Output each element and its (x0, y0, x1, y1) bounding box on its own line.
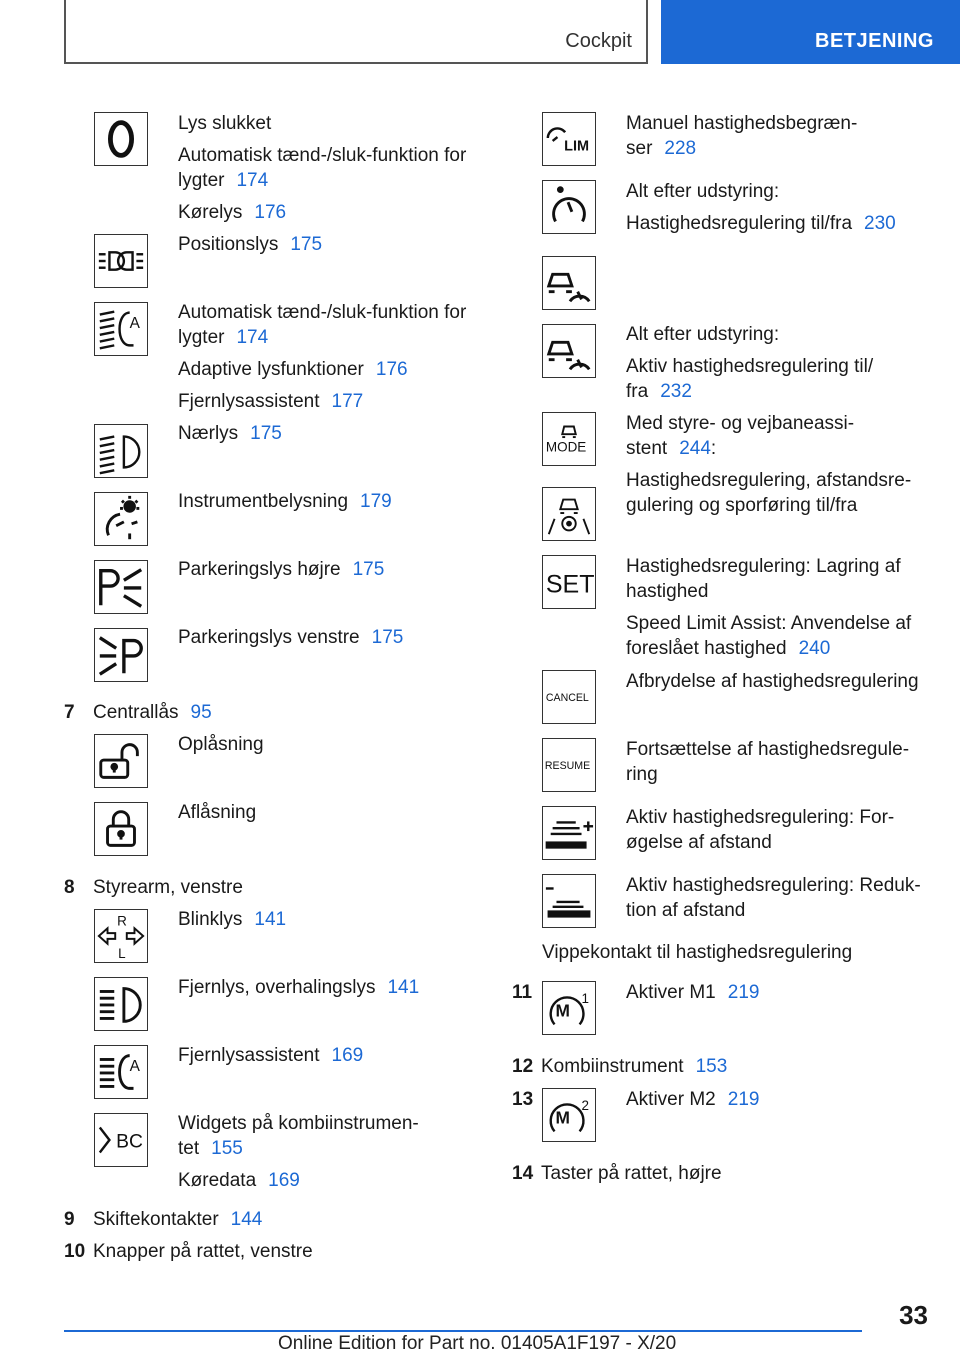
svg-text:R: R (117, 913, 127, 929)
text-set-speed-1: Hastighedsregulering: Lagring af (626, 556, 901, 577)
text-left-stalk: Styrearm, venstre (93, 877, 243, 898)
page-number: 33 (899, 1300, 928, 1330)
svg-text:SET: SET (545, 570, 595, 599)
light-off-icon (94, 112, 148, 166)
text-activate-m1: Aktiver M1 219 (626, 982, 760, 1003)
text-auto-light-4: lygter 174 (178, 327, 269, 348)
text-speed-limit-assist-1: Speed Limit Assist: Anvendelse af (626, 613, 912, 634)
text-steering-assist-2: stent 244: (626, 438, 717, 459)
text-distance-decrease-2: tion af afstand (626, 900, 746, 921)
text-central-locking: Centrallås 95 (93, 702, 212, 723)
text-shift-paddles: Skiftekontakter 144 (93, 1209, 263, 1230)
low-beam-icon (94, 424, 148, 478)
header-chapter-title: BETJENING (815, 30, 934, 52)
page-ref[interactable]: 244 (679, 438, 711, 459)
text-distance-increase-2: øgelse af afstand (626, 832, 772, 853)
text-cruise-control: Hastighedsregulering til/fra 230 (626, 213, 896, 234)
header-section-title: Cockpit (565, 30, 632, 52)
svg-text:2: 2 (581, 1098, 590, 1114)
distance-increase-icon (542, 806, 596, 860)
page-ref[interactable]: 232 (660, 381, 692, 402)
text-activate-m2: Aktiver M2 219 (626, 1089, 760, 1110)
text-steering-assist-1: Med styre- og vejbaneassi- (626, 413, 855, 434)
page-ref[interactable]: 95 (190, 702, 212, 723)
item-number-13: 13 (512, 1089, 534, 1110)
svg-text:A: A (129, 315, 140, 333)
item-number-9: 9 (64, 1209, 75, 1230)
mode-button-icon (542, 412, 596, 466)
text-wheel-buttons-left: Knapper på rattet, venstre (93, 1241, 313, 1262)
m1-button-icon (542, 981, 596, 1035)
text-lane-assist-2: gulering og sporføring til/fra (626, 495, 858, 516)
svg-text:L: L (118, 946, 126, 962)
page-ref[interactable]: 155 (211, 1138, 243, 1159)
text-position-lights: Positionslys 175 (178, 234, 323, 255)
m2-button-icon (542, 1088, 596, 1142)
text-trip-data: Køredata 169 (178, 1170, 300, 1191)
page-ref[interactable]: 179 (360, 491, 392, 512)
text-parking-right: Parkeringslys højre 175 (178, 559, 385, 580)
page-ref[interactable]: 169 (268, 1170, 300, 1191)
text-instrument-cluster: Kombiinstrument 153 (541, 1056, 728, 1077)
page-ref[interactable]: 174 (236, 327, 269, 348)
header-section-box (64, 0, 648, 64)
cruise-control-icon (542, 180, 596, 234)
svg-text:CANCEL: CANCEL (545, 691, 589, 704)
turn-signal-icon (94, 909, 148, 963)
page-ref[interactable]: 144 (230, 1209, 263, 1230)
text-distance-increase-1: Aktiv hastighedsregulering: For- (626, 807, 895, 828)
text-daytime-light: Kørelys 176 (178, 202, 287, 223)
page-ref[interactable]: 177 (331, 391, 364, 412)
item-number-8: 8 (64, 877, 75, 898)
text-auto-light-2: lygter 174 (178, 170, 269, 191)
item-number-12: 12 (512, 1056, 534, 1077)
page-ref[interactable]: 240 (798, 638, 831, 659)
item-number-7: 7 (64, 702, 75, 723)
high-beam-assist-icon (94, 1045, 148, 1099)
text-unlock: Oplåsning (178, 734, 264, 755)
svg-text:BC: BC (116, 1131, 143, 1153)
svg-text:RESUME: RESUME (544, 759, 591, 772)
page-ref[interactable]: 153 (695, 1056, 728, 1077)
text-auto-light-3: Automatisk tænd-/sluk-funktion for (178, 302, 467, 323)
cancel-button-icon (542, 670, 596, 724)
text-equipment-note-1: Alt efter udstyring: (626, 181, 780, 202)
svg-text:MODE: MODE (545, 439, 587, 455)
svg-text:A: A (129, 1058, 140, 1076)
text-speed-limiter-2: ser 228 (626, 138, 697, 159)
page-ref[interactable]: 141 (387, 977, 420, 998)
text-auto-light-1: Automatisk tænd-/sluk-funktion for (178, 145, 467, 166)
text-instrument-lighting: Instrumentbelysning 179 (178, 491, 392, 512)
page-ref[interactable]: 175 (371, 627, 404, 648)
set-button-icon (542, 555, 596, 609)
footer-edition: Online Edition for Part no. 01405A1F197 - X/20 (278, 1333, 677, 1354)
text-cancel-cruise: Afbrydelse af hastighedsregulering (626, 671, 919, 692)
text-adaptive-light: Adaptive lysfunktioner 176 (178, 359, 408, 380)
unlock-icon (94, 734, 148, 788)
text-high-beam-assist: Fjernlysassistent 177 (178, 391, 364, 412)
page-ref[interactable]: 219 (727, 1089, 760, 1110)
item-number-14: 14 (512, 1163, 534, 1184)
text-turn-signal: Blinklys 141 (178, 909, 287, 930)
position-lights-icon (94, 234, 148, 288)
text-widgets-1: Widgets på kombiinstrumen- (178, 1113, 419, 1134)
distance-decrease-icon (542, 874, 596, 928)
text-high-beam-assist-2: Fjernlysassistent 169 (178, 1045, 364, 1066)
resume-button-icon (542, 738, 596, 792)
bc-widgets-icon (94, 1113, 148, 1167)
svg-text:1: 1 (581, 991, 590, 1007)
text-resume-cruise-2: ring (626, 764, 658, 785)
text-active-cruise-1: Aktiv hastighedsregulering til/ (626, 356, 874, 377)
text-wheel-buttons-right: Taster på rattet, højre (541, 1163, 722, 1184)
text-low-beam: Nærlys 175 (178, 423, 282, 444)
item-number-11: 11 (512, 982, 533, 1003)
text-distance-decrease-1: Aktiv hastighedsregulering: Reduk- (626, 875, 921, 896)
page-ref[interactable]: 230 (864, 213, 896, 234)
page-ref[interactable]: 175 (290, 234, 323, 255)
svg-text:LIM: LIM (564, 138, 590, 155)
page-ref[interactable]: 176 (375, 359, 408, 380)
text-high-beam: Fjernlys, overhalingslys 141 (178, 977, 420, 998)
footer-divider (64, 1330, 862, 1332)
text-lane-assist-1: Hastighedsregulering, afstandsre- (626, 470, 912, 491)
speed-limiter-icon (542, 112, 596, 166)
header-chapter-tab (661, 0, 960, 64)
lane-assist-icon (542, 487, 596, 541)
active-cruise-icon (542, 256, 596, 310)
text-speed-limiter-1: Manuel hastighedsbegræn- (626, 113, 858, 134)
text-lock: Aflåsning (178, 802, 257, 823)
page-ref[interactable]: 175 (250, 423, 282, 444)
auto-headlight-icon (94, 302, 148, 356)
parking-light-left-icon (94, 628, 148, 682)
page-ref[interactable]: 174 (236, 170, 269, 191)
page-ref[interactable]: 141 (254, 909, 287, 930)
text-widgets-2: tet 155 (178, 1138, 243, 1159)
page-ref[interactable]: 175 (352, 559, 385, 580)
text-active-cruise-2: fra 232 (626, 381, 692, 402)
page-ref[interactable]: 219 (727, 982, 760, 1003)
item-number-10: 10 (64, 1241, 86, 1262)
svg-text:M: M (555, 1000, 570, 1021)
text-rocker-switch: Vippekontakt til hastighedsregulering (542, 942, 853, 963)
instrument-lighting-icon (94, 492, 148, 546)
text-light-off: Lys slukket (178, 113, 272, 134)
text-parking-left: Parkeringslys venstre 175 (178, 627, 404, 648)
text-speed-limit-assist-2: foreslået hastighed 240 (626, 638, 831, 659)
page-ref[interactable]: 176 (254, 202, 287, 223)
text-equipment-note-2: Alt efter udstyring: (626, 324, 780, 345)
page-ref[interactable]: 169 (331, 1045, 364, 1066)
active-cruise-icon-2 (542, 324, 596, 378)
lock-icon (94, 802, 148, 856)
text-set-speed-2: hastighed (626, 581, 709, 602)
text-resume-cruise-1: Fortsættelse af hastighedsregule- (626, 739, 910, 760)
page-ref[interactable]: 228 (664, 138, 697, 159)
svg-text:M: M (555, 1107, 570, 1128)
high-beam-icon (94, 977, 148, 1031)
parking-light-right-icon (94, 560, 148, 614)
